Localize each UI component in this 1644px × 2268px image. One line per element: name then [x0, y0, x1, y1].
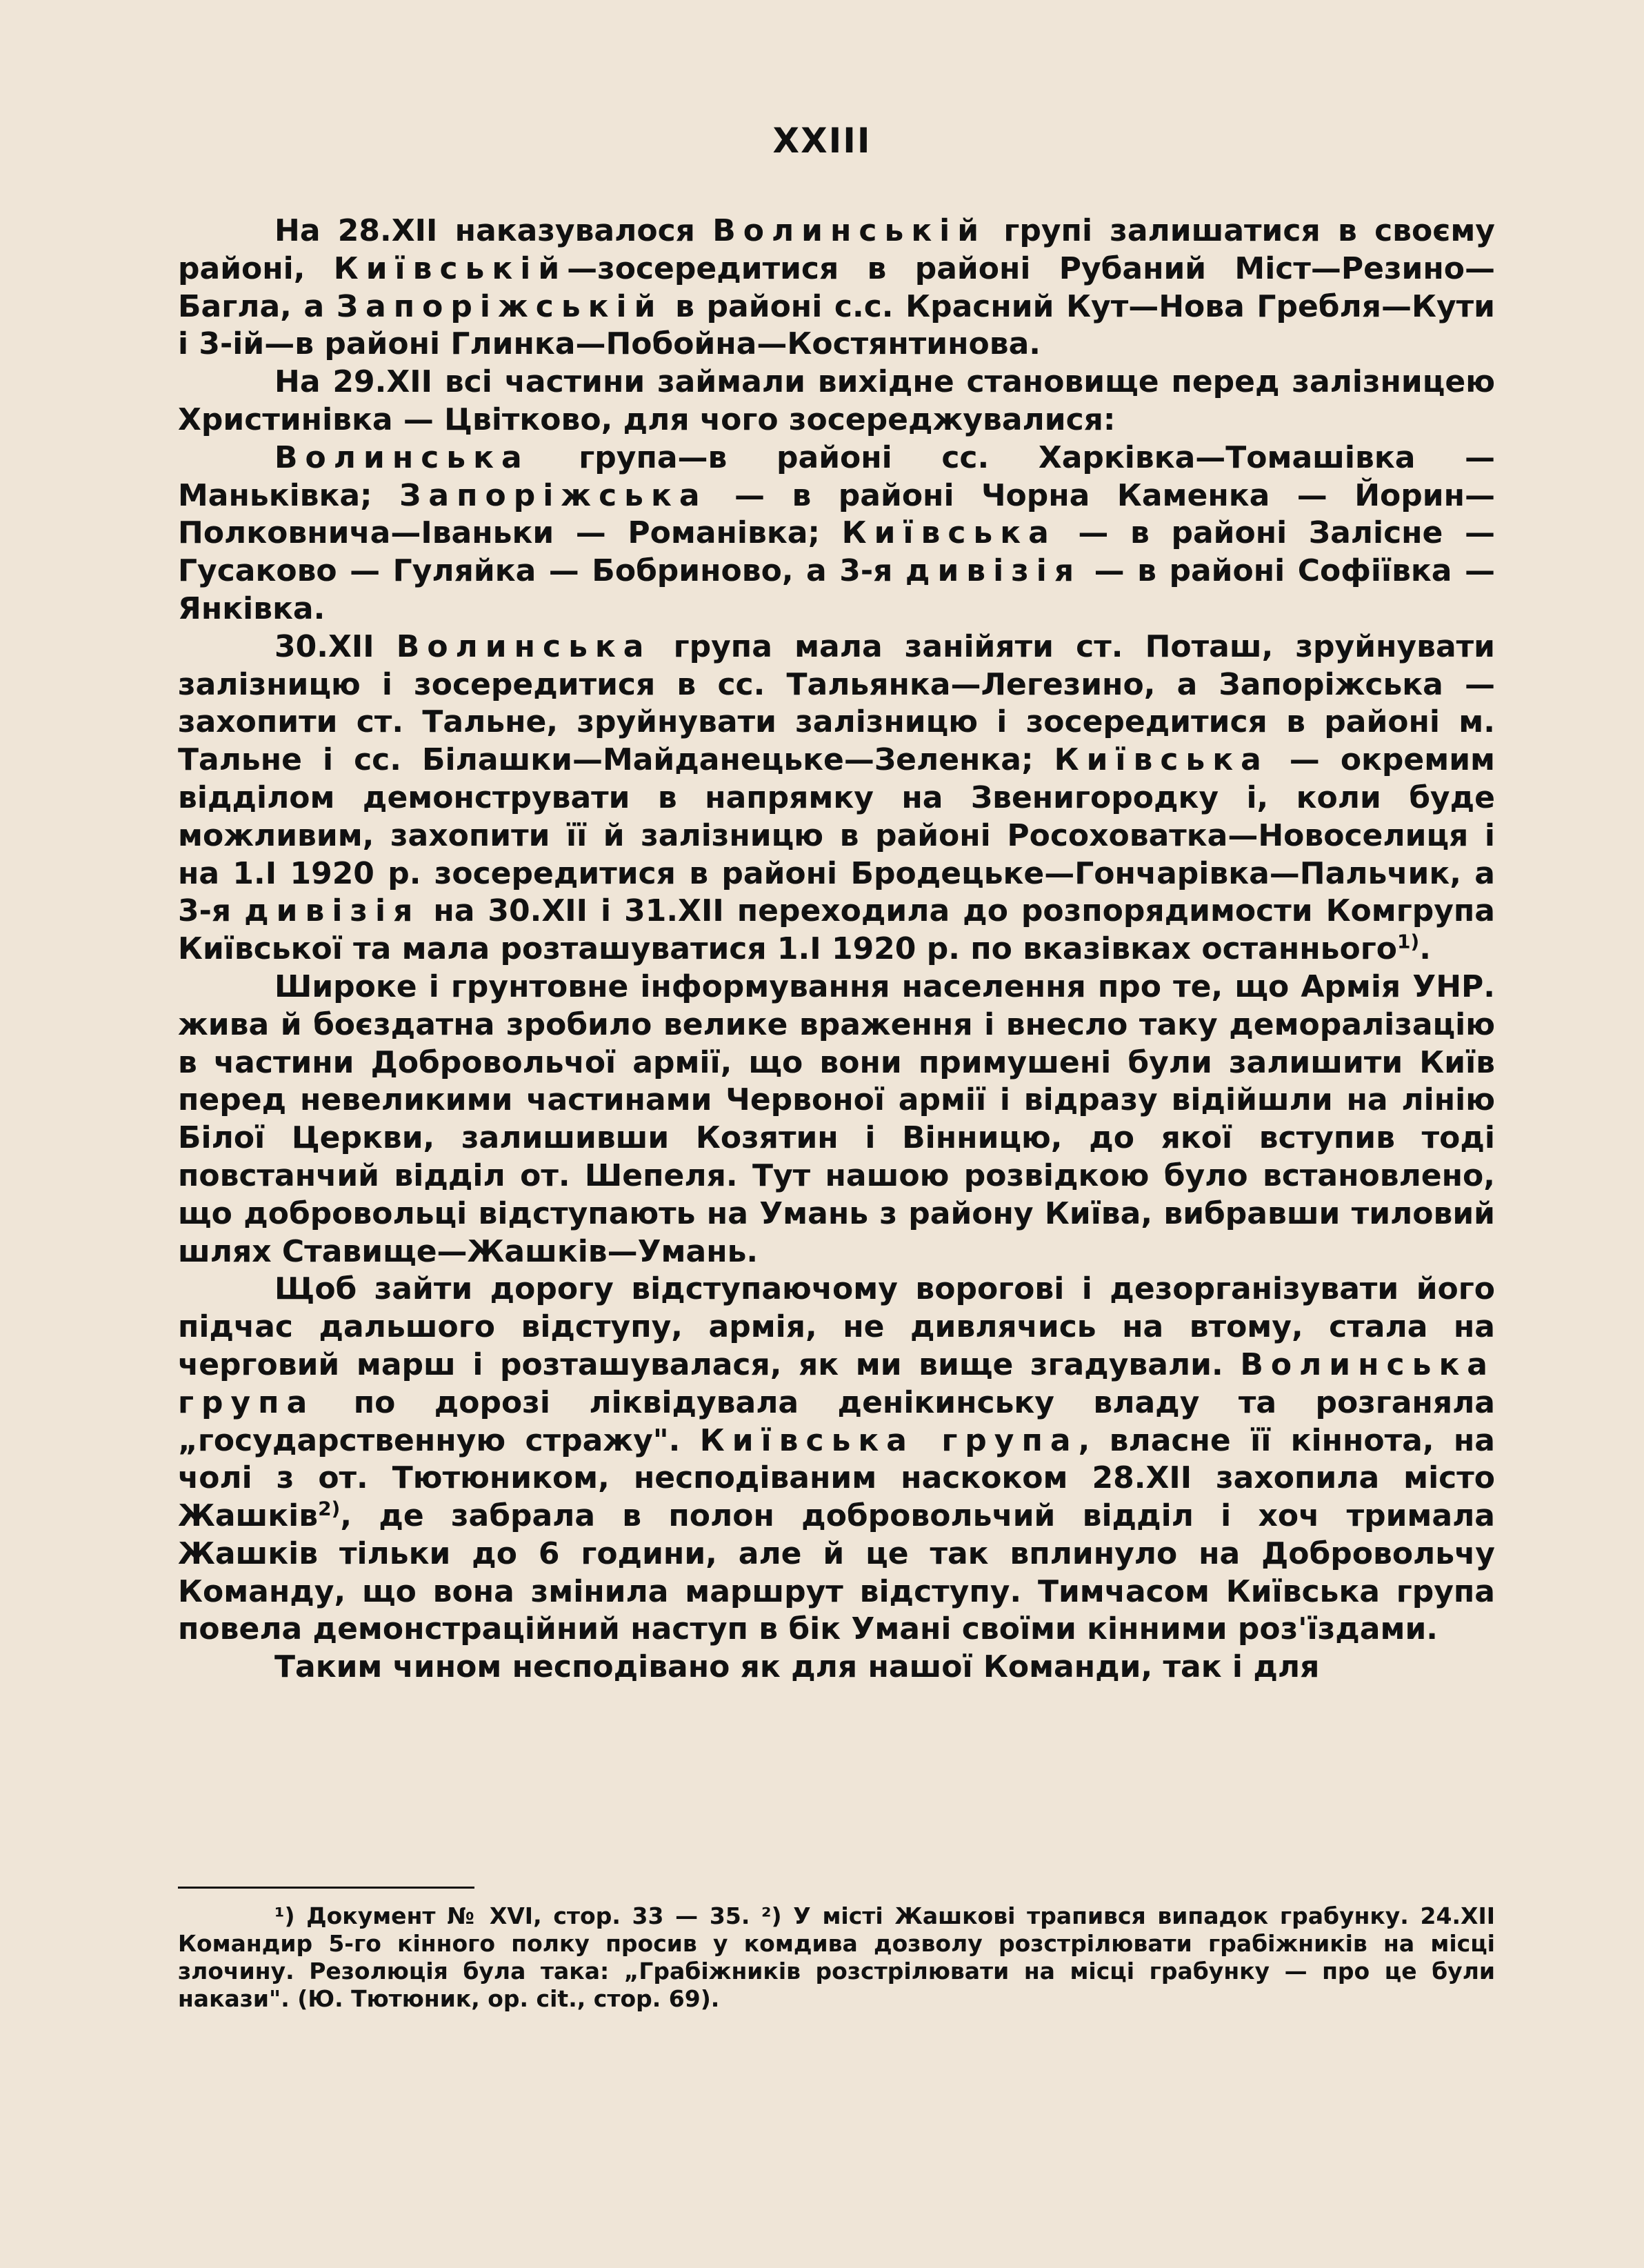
paragraph-6-spaced-volynska-hrupa: Волинська група [178, 1346, 1495, 1420]
paragraph-6-text-3: , власне її кіннота, на чолі з от. Тютюником, несподіваним наскоком 28.XII захопила місто Жашків [178, 1422, 1495, 1534]
paragraph-3-text-4: — в районі Софіївка — Янківка. [178, 553, 1495, 626]
paragraph-3-text-2: — в районі Чорна Каменка — Йорин—Полковнича—Іваньки — Романівка; [178, 477, 1495, 551]
paragraph-1-text-2: групі залишатися в своєму районі, [178, 213, 1495, 286]
paragraph-4-spaced-kyivska: Київська [1054, 742, 1269, 778]
footnote-text: ¹) Документ № XVI, стор. 33 — 35. ²) У місті Жашкові трапився випадок грабунку. 24.XII Командир 5-го кінного полку просив у комдива дозволу розстрілювати грабіжників на місці злочину. Резолюція була така: „Грабіжників розстрілювати на місці грабунку — про це були накази". (Ю. Тютюник, op. cit., стор. 69). [178, 1902, 1495, 2012]
paragraph-1-spaced-kyivska: Київській [333, 250, 568, 286]
paragraph-4-spaced-volynska: Волинська [396, 628, 652, 664]
paragraph-6-text-2: по дорозі ліквідувала денікинську владу та розганяла „государственную стражу". [178, 1384, 1495, 1458]
paragraph-4-text-4: на 30.XII і 31.XII переходила до розпорядимости Комгрупа Київської та мала розташуватися 1.I 1920 р. по вказівках останнього [178, 893, 1495, 967]
paragraph-3-spaced-volynska: Волинська [274, 439, 530, 475]
paragraph-5-text: Широке і грунтовне інформування населення про те, що Армія УНР. жива й боєздатна зробило велике враження і внесло таку деморалізацію в частини Добровольчої армії, що вони примушені були залишити Київ перед невеликими частинами Червоної армії і відразу відійшли на лінію Білої Церкви, залишивши Козятин і Вінницю, до якої вступив тоді повстанчий відділ от. Шепеля. Тут нашою розвідкою було встановлено, що добровольці відступають на Умань з району Київа, вибравши тиловий шлях Ставище—Жашків—Умань. [178, 968, 1495, 1269]
main-text [178, 212, 1495, 1687]
paragraph-6 [178, 1271, 1495, 1649]
paragraph-3-spaced-kyivska: Київська [841, 515, 1056, 551]
paragraph-4-text-5: . [1419, 931, 1431, 967]
paragraph-4-text-1: 30.XII [274, 628, 397, 664]
paragraph-3-spaced-dyviziia: дивізія [905, 553, 1082, 589]
paragraph-3-spaced-zaporizka: Запоріжська [399, 477, 708, 513]
paragraph-1 [178, 212, 1495, 364]
paragraph-4-spaced-dyviziia: дивізія [244, 893, 421, 929]
paragraph-4 [178, 628, 1495, 968]
paragraph-4-text-2: група мала занійяти ст. Поташ, зруйнувати залізницю і зосередитися в сс. Тальянка—Легезино, а Запоріжська — захопити ст. Тальне, зруйнувати залізницю і зосередитися в районі м. Тальне і сс. Білашки—Майданецьке—Зеленка; [178, 628, 1495, 778]
paragraph-1-text-3: —зосередитися в районі Рубаний Міст—Резино—Багла, а [178, 250, 1495, 324]
paragraph-6-text-1: Щоб зайти дорогу відступаючому ворогові і дезорганізувати його підчас дальшого відступу, армія, не дивлячись на втому, стала на черговий марш і розташувалася, як ми вище згадували. [178, 1271, 1495, 1382]
paragraph-1-text-4: в районі с.с. Красний Кут—Нова Гребля—Кути і 3-ій—в районі Глинка—Побойна—Костянтинова. [178, 288, 1495, 362]
footnote-ref-1[interactable]: 1) [1396, 930, 1420, 953]
paragraph-2-text: На 29.XII всі частини займали вихідне становище перед залізницею Христинівка — Цвітково, для чого зосереджувалися: [178, 364, 1495, 437]
paragraph-1-text-1: На 28.XII наказувалося [274, 213, 713, 248]
footnote-ref-2[interactable]: 2) [318, 1497, 341, 1520]
paragraph-3 [178, 439, 1495, 628]
paragraph-5 [178, 968, 1495, 1271]
paragraph-1-spaced-zaporizka: Запоріжській [336, 288, 663, 324]
paragraph-1-spaced-volynska: Волинській [712, 213, 987, 248]
footnotes [178, 1902, 1495, 2013]
paragraph-3-text-1: група—в районі сс. Харківка—Томашівка —Маньківка; [178, 439, 1495, 513]
paragraph-3-text-3: — в районі Залісне — Гусаково — Гуляйка — Бобриново, а 3-я [178, 515, 1495, 589]
paragraph-2 [178, 364, 1495, 439]
paragraph-6-text-4: , де забрала в полон добровольчий відділ і хоч тримала Жашків тільки до 6 години, але й це так вплинуло на Добровольчу Команду, що вона змінила маршрут відступу. Тимчасом Київська група повела демонстраційний наступ в бік Умані своїми кінними роз'їздами. [178, 1498, 1495, 1647]
paragraph-7 [178, 1649, 1495, 1687]
footnote-divider [178, 1887, 474, 1889]
page-number: XXIII [772, 121, 872, 161]
paragraph-6-spaced-kyivska-hrupa: Київська група [699, 1422, 1079, 1458]
paragraph-4-text-3: — окремим відділом демонструвати в напрямку на Звенигородку і, коли буде можливим, захопити її й залізницю в районі Росоховатка—Новоселиця і на 1.I 1920 р. зосередитися в районі Бродецьке—Гончарівка—Пальчик, а 3-я [178, 742, 1496, 929]
paragraph-7-text: Таким чином несподівано як для нашої Команди, так і для [274, 1649, 1320, 1685]
